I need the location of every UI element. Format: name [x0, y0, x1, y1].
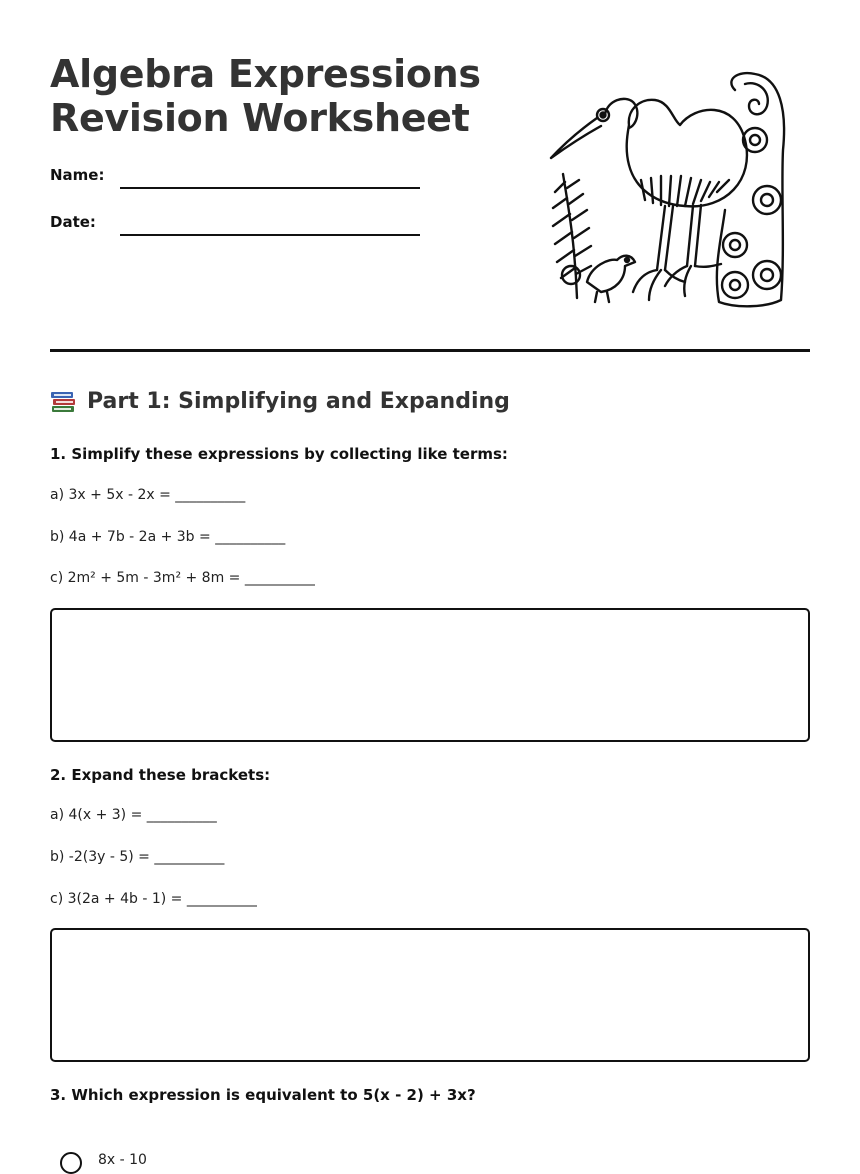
title-line-1: Algebra Expressions: [50, 52, 481, 96]
date-label: Date:: [50, 213, 96, 231]
question-1-prompt: 1. Simplify these expressions by collecting like terms:: [50, 445, 508, 463]
question-1b: b) 4a + 7b - 2a + 3b = __________: [50, 529, 286, 545]
question-2-prompt: 2. Expand these brackets:: [50, 766, 271, 784]
name-label: Name:: [50, 166, 105, 184]
answer-box-2[interactable]: [50, 928, 810, 1062]
question-3-prompt: 3. Which expression is equivalent to 5(x - 2) + 3x?: [50, 1086, 476, 1104]
part1-title: [50, 388, 510, 414]
option-a-label: 8x - 10: [98, 1152, 147, 1168]
worksheet-title: [50, 52, 481, 140]
option-a-radio[interactable]: [60, 1152, 82, 1174]
question-1c: c) 2m² + 5m - 3m² + 8m = __________: [50, 570, 315, 586]
kiwi-bird-illustration-icon: [545, 70, 790, 310]
name-line[interactable]: [120, 187, 420, 189]
part1-title-text: Part 1: Simplifying and Expanding: [87, 388, 510, 414]
header-divider: [50, 349, 810, 352]
books-icon: [50, 388, 78, 414]
question-2a: a) 4(x + 3) = __________: [50, 807, 217, 823]
question-2b: b) -2(3y - 5) = __________: [50, 849, 225, 865]
question-1a: a) 3x + 5x - 2x = __________: [50, 487, 246, 503]
answer-box-1[interactable]: [50, 608, 810, 742]
question-2c: c) 3(2a + 4b - 1) = __________: [50, 891, 257, 907]
title-line-2: Revision Worksheet: [50, 96, 470, 140]
date-line[interactable]: [120, 234, 420, 236]
